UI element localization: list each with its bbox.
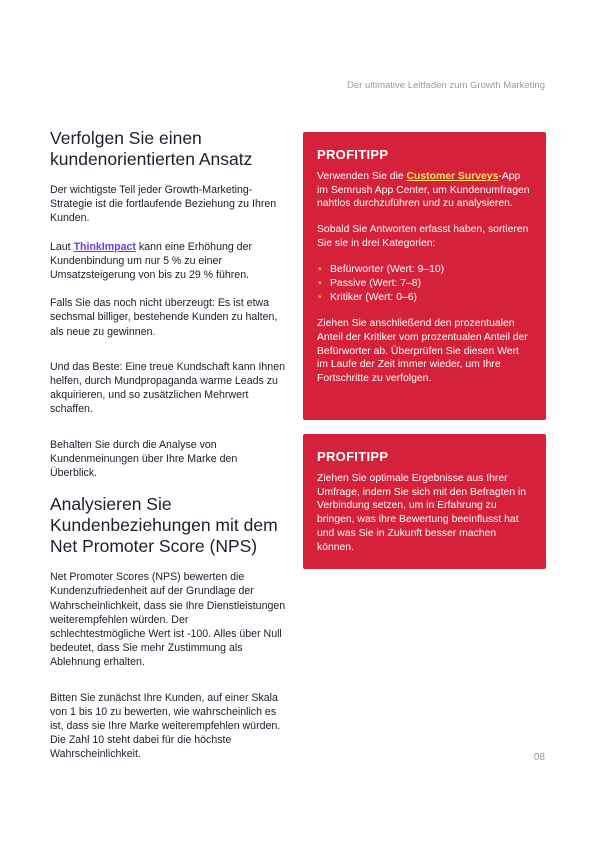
pro-tip-paragraph: Sobald Sie Antworten erfasst haben, sortieren Sie sie in drei Kategorien: [317,224,529,249]
thinkimpact-link[interactable]: ThinkImpact [73,240,136,253]
pro-tip-box-followup [303,434,546,569]
section-heading-customer: Verfolgen Sie einen kundenorientierten Ansatz [50,128,253,169]
text-fragment: Verwenden Sie die [317,171,407,182]
list-item-promoters: • Befürworter (Wert: 9–10) [317,263,532,277]
pro-tip-title: PROFITIPP [317,147,389,162]
main-column [50,128,286,776]
paragraph-overview: Behalten Sie durch die Analyse von Kundenmeinungen über Ihre Marke den Überblick. [50,438,238,480]
list-item-passives: • Passive (Wert: 7–8) [317,277,532,291]
pro-tip-paragraph: Ziehen Sie anschließend den prozentualen Anteil der Kritiker vom prozentualen Anteil der Befürworter ab. Überprüfen Sie diesen Wert im Laufe der Zeit immer wieder, um Ihre Fortschritte zu verfolgen. [317,318,528,384]
pro-tip-paragraph: Ziehen Sie optimale Ergebnisse aus Ihrer Umfrage, indem Sie sich mit den Befragten in Verbindung setzen, um in Erfahrung zu bringen, was ihre Bewertung beeinflusst hat und was Sie in Zukunft besser machen können. [317,473,527,553]
pro-tip-title: PROFITIPP [317,449,389,464]
paragraph-thinkimpact [50,240,286,283]
category-list [317,263,532,306]
paragraph-scale: Bitten Sie zunächst Ihre Kunden, auf einer Skala von 1 bis 10 zu bewerten, wie wahrscheinlich es ist, dass sie Ihre Marke weiterempfehlen würden. Die Zahl 10 steht dabei für die höchste Wahrscheinlichkeit. [50,691,281,761]
text-fragment: kann eine Erhöhung der Kundenbindung um nur 5 % zu einer Umsatzsteigerung von bis zu 29 % führen. [50,240,252,282]
list-item-detractors: • Kritiker (Wert: 0–6) [317,291,532,305]
paragraph-cost: Falls Sie das noch nicht überzeugt: Es ist etwa sechsmal billiger, bestehende Kunden zu halten, als neue zu gewinnen. [50,297,278,338]
text-fragment: Laut [50,240,74,253]
paragraph-loyalty: Und das Beste: Eine treue Kundschaft kann Ihnen helfen, durch Mundpropaganda warme Leads zu akquirieren, und so zusätzlichen Mehrwert schaffen. [50,360,285,416]
section-heading-nps: Analysieren Sie Kundenbeziehungen mit dem Net Promoter Score (NPS) [50,494,278,557]
page-number: 08 [533,752,545,763]
paragraph-intro: Der wichtigste Teil jeder Growth-Marketing-Strategie ist die fortlaufende Beziehung zu Ihren Kunden. [50,184,277,225]
paragraph-nps: Net Promoter Scores (NPS) bewerten die Kundenzufriedenheit auf der Grundlage der Wahrscheinlichkeit, dass sie Ihre Dienstleistungen weiterempfehlen würden. Der schlechtestmögliche Wert ist -100. Alles über Null bedeutet, dass Sie mehr Zustimmung als Ablehnung erhalten. [50,571,286,669]
pro-tip-paragraph [317,170,532,211]
customer-surveys-link[interactable]: Customer Surveys [406,171,499,182]
running-header: Der ultimative Leitfaden zum Growth Marketing [347,80,545,91]
pro-tip-box-surveys [303,132,546,420]
text-fragment: -App im Semrush App Center, um Kundenumfragen nahtlos durchzuführen und zu analysieren. [317,171,530,210]
